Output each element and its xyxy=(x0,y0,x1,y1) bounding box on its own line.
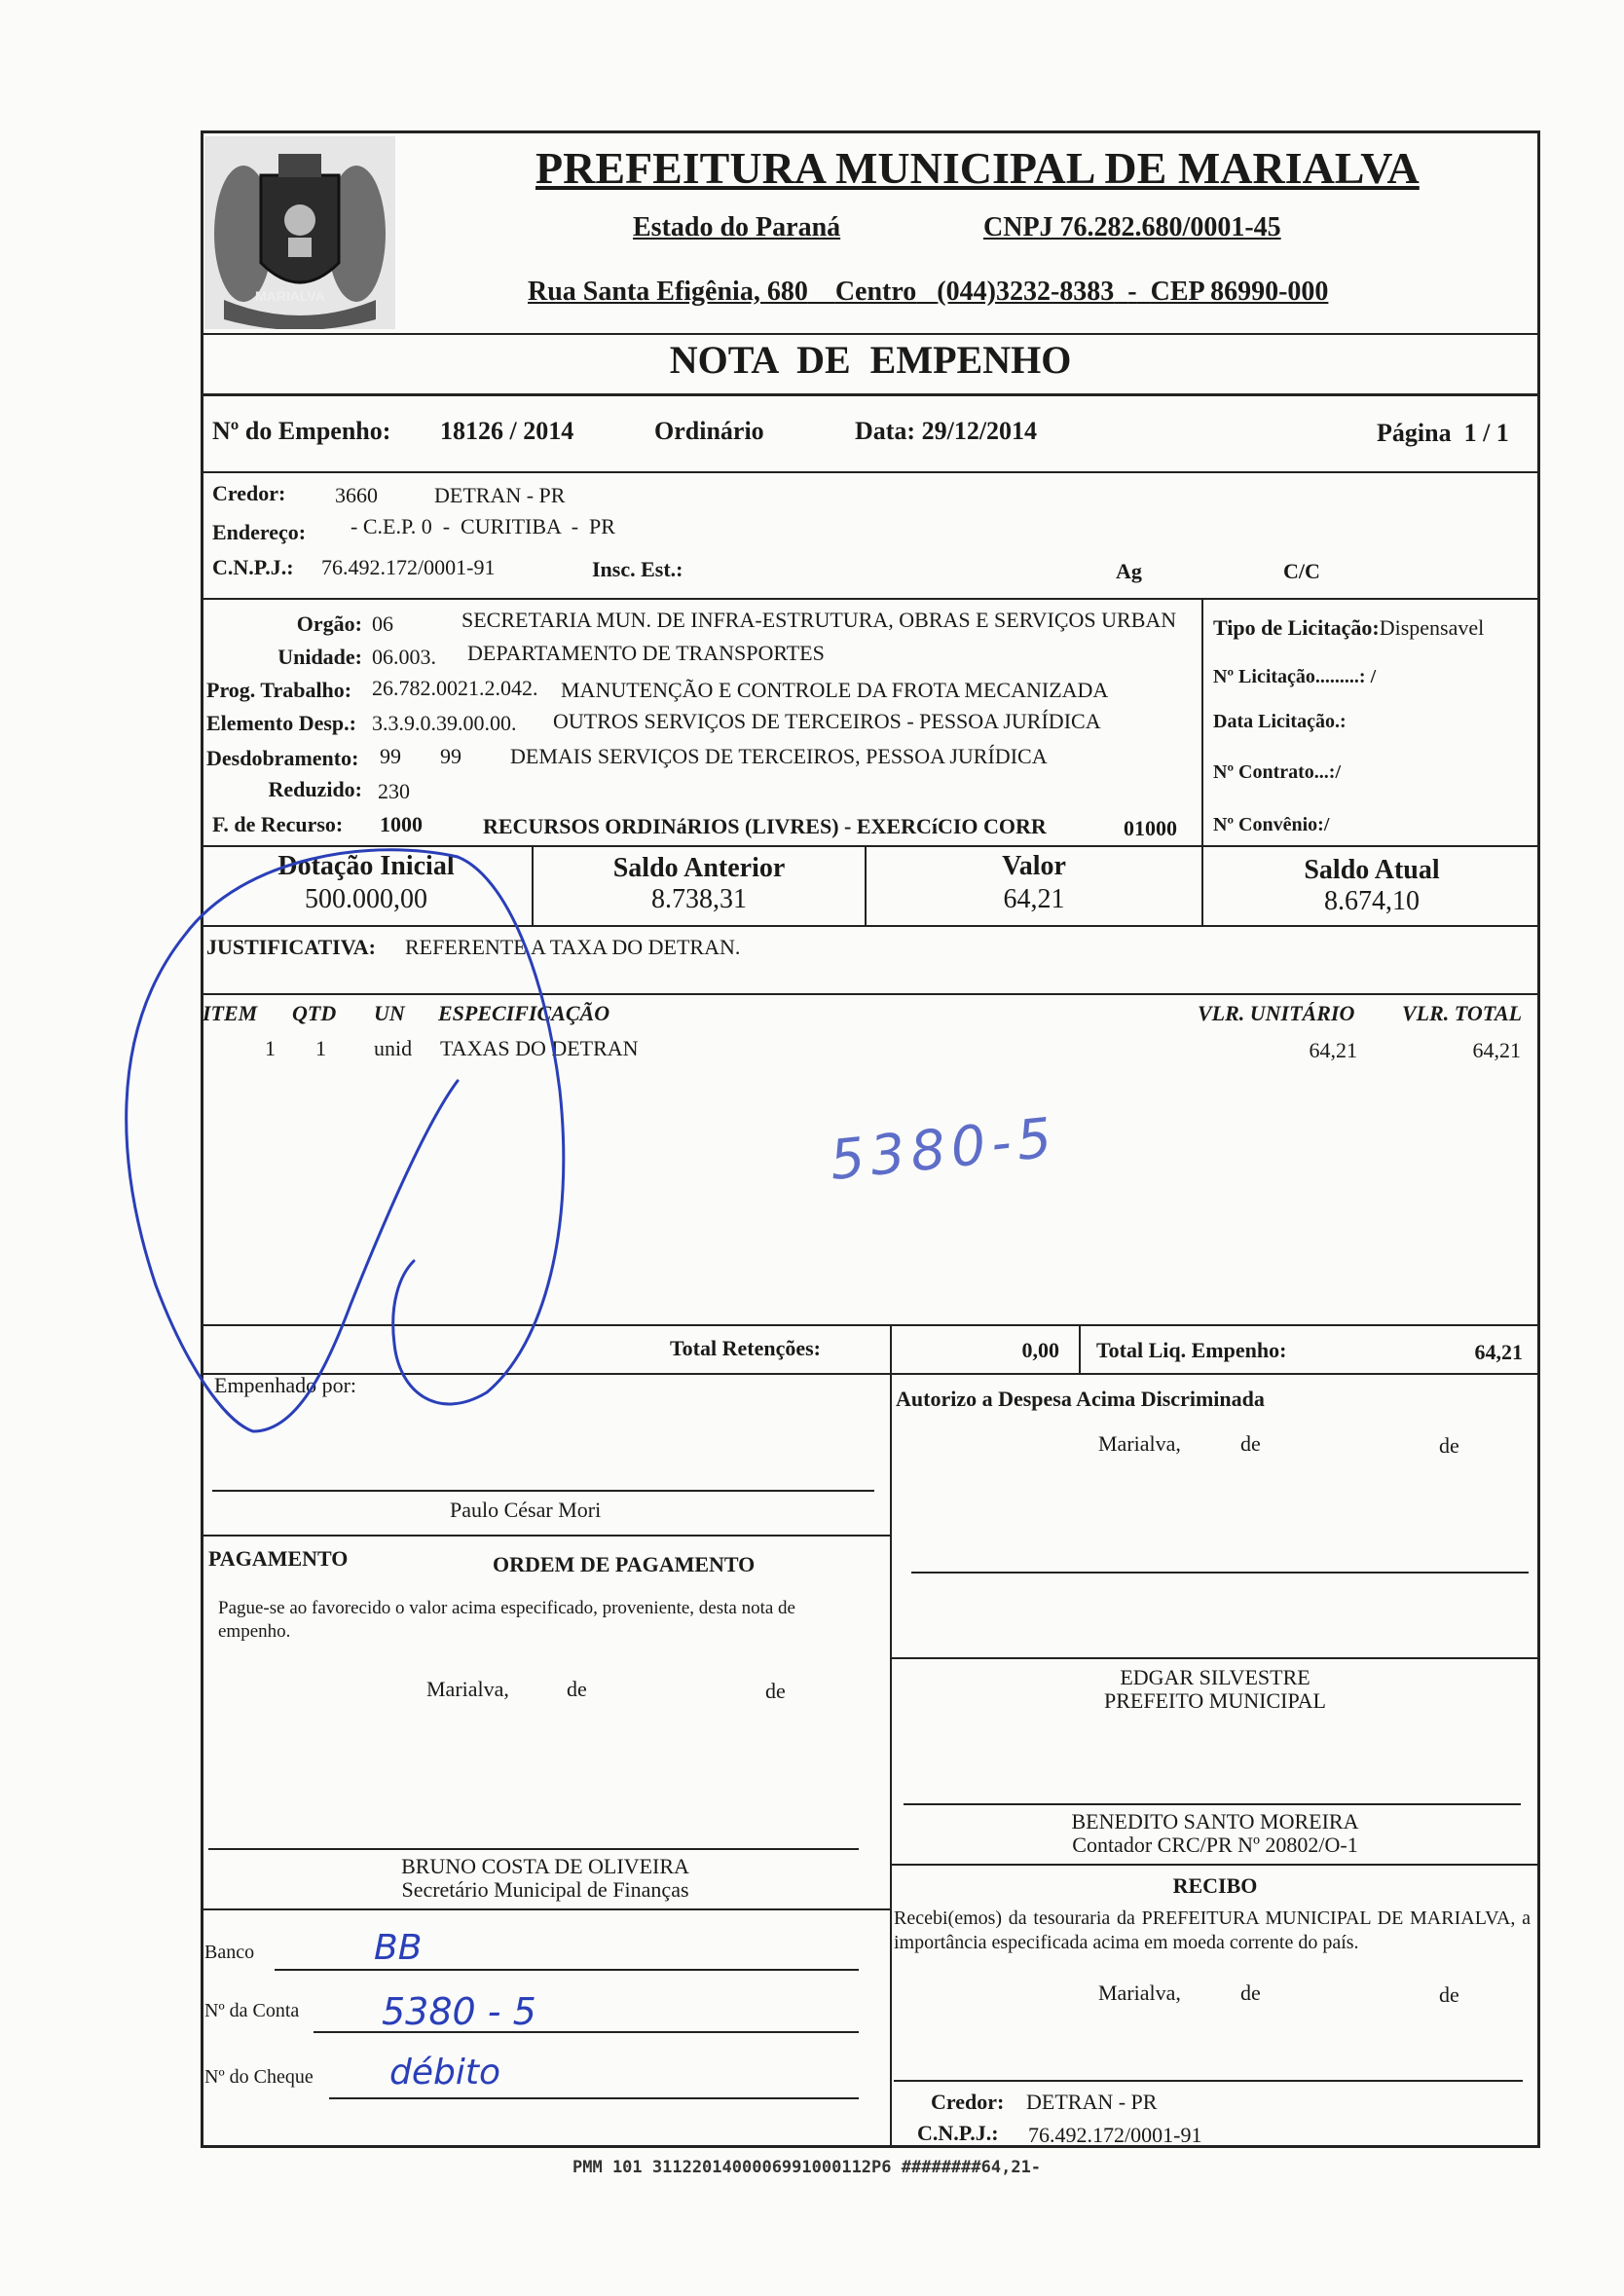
footer-code: PMM 101 3112201400006991000112P6 ########64,21- xyxy=(572,2158,1042,2177)
address-dash: - xyxy=(1127,277,1137,307)
col-unit: VLR. UNITÁRIO xyxy=(1198,1001,1355,1025)
cnpj-credor-label: C.N.P.J.: xyxy=(212,555,294,579)
address-cep: CEP 86990-000 xyxy=(1150,277,1329,307)
cnpj-credor-value: 76.492.172/0001-91 xyxy=(321,555,496,579)
total-liq-value: 64,21 xyxy=(1474,1340,1523,1364)
prog-label: Prog. Trabalho: xyxy=(206,678,352,702)
autorizo-de1: de xyxy=(1240,1431,1261,1456)
recibo-cnpj-value: 76.492.172/0001-91 xyxy=(1028,2123,1202,2147)
cnpj-label: CNPJ 76.282.680/0001-45 xyxy=(983,212,1281,242)
reduzido-value: 230 xyxy=(378,779,410,803)
empenhado-name: Paulo César Mori xyxy=(450,1498,602,1522)
conta-label: Nº da Conta xyxy=(204,2000,300,2021)
saldo-atual-value: 8.674,10 xyxy=(1324,886,1420,916)
dotacao-label: Dotação Inicial xyxy=(277,851,455,881)
pagamento-de2: de xyxy=(765,1679,786,1703)
item-row-item: 1 xyxy=(265,1036,276,1060)
pagamento-label: PAGAMENTO xyxy=(208,1546,349,1571)
banco-label: Banco xyxy=(204,1942,255,1963)
saldo-anterior-value: 8.738,31 xyxy=(651,884,747,914)
justificativa-text: REFERENTE A TAXA DO DETRAN. xyxy=(405,935,741,959)
address-district: Centro xyxy=(834,277,917,307)
tipo-licitacao-label: Tipo de Licitação: xyxy=(1213,615,1380,640)
orgao-label: Orgão: xyxy=(296,611,362,636)
recibo-credor-value: DETRAN - PR xyxy=(1026,2090,1158,2114)
handwritten-banco: BB xyxy=(374,1928,423,1968)
autorizo-de2: de xyxy=(1439,1433,1459,1458)
autorizo-city: Marialva, xyxy=(1098,1431,1181,1456)
licitacao-date: Data Licitação.: xyxy=(1213,711,1347,732)
unidade-label: Unidade: xyxy=(277,645,362,669)
recibo-label: RECIBO xyxy=(1172,1873,1258,1898)
cc-label: C/C xyxy=(1283,559,1320,583)
autorizo-label: Autorizo a Despesa Acima Discriminada xyxy=(896,1387,1265,1411)
empenho-label: Nº do Empenho: xyxy=(212,417,391,445)
empenho-number: 18126 / 2014 xyxy=(440,417,574,445)
page-title: PREFEITURA MUNICIPAL DE MARIALVA xyxy=(535,143,1420,193)
col-un: UN xyxy=(374,1001,405,1025)
unidade-desc: DEPARTAMENTO DE TRANSPORTES xyxy=(467,641,825,665)
item-row-total: 64,21 xyxy=(1472,1038,1521,1062)
endereco-label: Endereço: xyxy=(212,520,307,544)
contador-name: BENEDITO SANTO MOREIRA xyxy=(1071,1809,1359,1833)
item-row-unit: 64,21 xyxy=(1309,1038,1357,1062)
convenio-number: Nº Convênio:/ xyxy=(1213,814,1330,835)
secretario-name: BRUNO COSTA DE OLIVEIRA xyxy=(401,1854,689,1878)
contrato-number: Nº Contrato...:/ xyxy=(1213,761,1342,783)
orgao-desc: SECRETARIA MUN. DE INFRA-ESTRUTURA, OBRAS E SERVIÇOS URBAN xyxy=(461,608,1177,632)
doc-title: NOTA DE EMPENHO xyxy=(669,338,1072,382)
saldo-atual-label: Saldo Atual xyxy=(1304,855,1440,885)
contador-title: Contador CRC/PR Nº 20802/O-1 xyxy=(1072,1833,1358,1857)
state-label: Estado do Paraná xyxy=(633,212,841,242)
address-phone: (044)3232-8383 xyxy=(937,277,1115,307)
seal-text: MARIALVA xyxy=(255,288,325,304)
ag-label: Ag xyxy=(1116,559,1142,583)
unidade-code: 06.003. xyxy=(372,645,436,669)
total-retencoes-value: 0,00 xyxy=(1021,1338,1059,1362)
elemento-code: 3.3.9.0.39.00.00. xyxy=(372,711,517,735)
desdobramento-code2: 99 xyxy=(440,744,461,768)
valor-value: 64,21 xyxy=(1003,884,1065,914)
recibo-text: Recebi(emos) da tesouraria da PREFEITURA MUNICIPAL DE MARIALVA, a importância especificada acima em moeda corrente do país. xyxy=(894,1907,1531,1953)
cheque-label: Nº do Cheque xyxy=(204,2066,314,2088)
empenho-date: Data: 29/12/2014 xyxy=(855,417,1038,445)
pagamento-de1: de xyxy=(567,1677,587,1701)
total-liq-label: Total Liq. Empenho: xyxy=(1096,1338,1287,1362)
elemento-desc: OUTROS SERVIÇOS DE TERCEIROS - PESSOA JURÍDICA xyxy=(553,709,1101,733)
licitacao-number: Nº Licitação.........: / xyxy=(1213,666,1377,687)
item-row-espec: TAXAS DO DETRAN xyxy=(440,1036,639,1060)
credor-code: 3660 xyxy=(335,483,378,507)
recibo-cnpj-label: C.N.P.J.: xyxy=(917,2121,999,2145)
reduzido-label: Reduzido: xyxy=(268,777,362,801)
elemento-label: Elemento Desp.: xyxy=(206,711,356,735)
pagamento-city: Marialva, xyxy=(426,1677,509,1701)
recibo-credor-label: Credor: xyxy=(931,2090,1005,2114)
desdobramento-label: Desdobramento: xyxy=(206,746,359,770)
credor-name: DETRAN - PR xyxy=(434,483,566,507)
empenhado-label: Empenhado por: xyxy=(214,1373,357,1397)
valor-label: Valor xyxy=(1002,851,1066,881)
page-number: Página 1 / 1 xyxy=(1377,419,1509,447)
recibo-de2: de xyxy=(1439,1982,1459,2007)
col-espec: ESPECIFICAÇÃO xyxy=(438,1001,610,1025)
desdobramento-code1: 99 xyxy=(380,744,401,768)
handwritten-account-note: 5380-5 xyxy=(827,1105,1061,1194)
secretario-title: Secretário Municipal de Finanças xyxy=(401,1877,689,1902)
col-item: ITEM xyxy=(203,1001,258,1025)
dotacao-value: 500.000,00 xyxy=(305,884,427,914)
prog-desc: MANUTENÇÃO E CONTROLE DA FROTA MECANIZADA xyxy=(561,678,1109,702)
item-row-qtd: 1 xyxy=(315,1036,326,1060)
prefeito-name: EDGAR SILVESTRE xyxy=(1120,1665,1310,1689)
handwritten-cheque: débito xyxy=(389,2053,500,2092)
item-row-un: unid xyxy=(374,1036,413,1060)
recibo-de1: de xyxy=(1240,1981,1261,2005)
prog-code: 26.782.0021.2.042. xyxy=(372,676,538,700)
address-street: Rua Santa Efigênia, 680 xyxy=(528,277,808,307)
empenho-type: Ordinário xyxy=(654,417,764,445)
recurso-label: F. de Recurso: xyxy=(212,812,344,836)
handwritten-conta: 5380 - 5 xyxy=(382,1990,536,2033)
pagamento-text: Pague-se ao favorecido o valor acima especificado, proveniente, desta nota de empenho. xyxy=(218,1598,795,1642)
recibo-city: Marialva, xyxy=(1098,1981,1181,2005)
credor-label: Credor: xyxy=(212,481,286,505)
justificativa-label: JUSTIFICATIVA: xyxy=(206,935,377,959)
desdobramento-desc: DEMAIS SERVIÇOS DE TERCEIROS, PESSOA JURÍDICA xyxy=(510,744,1048,768)
endereco-value: - C.E.P. 0 - CURITIBA - PR xyxy=(351,514,615,538)
prefeito-title: PREFEITO MUNICIPAL xyxy=(1104,1688,1326,1713)
recurso-code2: 01000 xyxy=(1124,816,1177,840)
recurso-desc: RECURSOS ORDINáRIOS (LIVRES) - EXERCíCIO CORR xyxy=(483,814,1047,838)
tipo-licitacao-value: Dispensavel xyxy=(1379,615,1485,640)
total-retencoes-label: Total Retenções: xyxy=(670,1336,821,1360)
ordem-pagamento-label: ORDEM DE PAGAMENTO xyxy=(493,1552,756,1576)
orgao-code: 06 xyxy=(372,611,393,636)
insc-est-label: Insc. Est.: xyxy=(592,557,683,581)
col-qtd: QTD xyxy=(292,1001,337,1025)
col-total: VLR. TOTAL xyxy=(1402,1001,1523,1025)
saldo-anterior-label: Saldo Anterior xyxy=(612,853,786,883)
recurso-code: 1000 xyxy=(380,812,423,836)
